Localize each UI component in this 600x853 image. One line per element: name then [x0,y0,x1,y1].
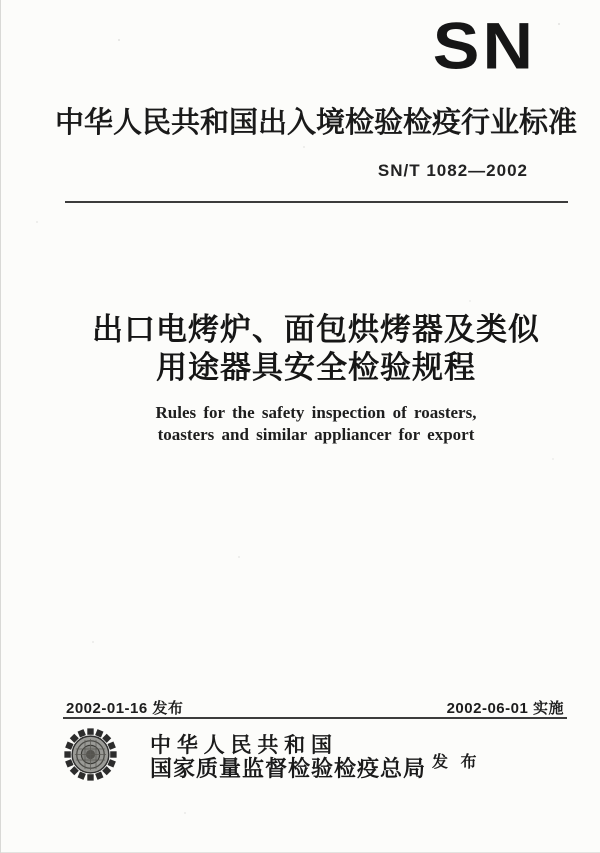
header-divider [65,201,568,203]
sn-logo: SN [432,9,536,83]
national-emblem-seal-icon [63,727,118,782]
issue-date: 2002-01-16 发布 [66,700,184,717]
standard-category-title: 中华人民共和国出入境检验检疫行业标准 [54,107,577,139]
publisher-block [150,735,428,780]
document-title-en-line1: Rules for the safety inspection of roasters, [155,403,477,422]
publish-label: 发 布 [432,754,481,771]
publisher-country: 中 华 人 民 共 和 国 [150,734,333,757]
document-title-en-line2: toasters and similar appliancer for export [157,425,475,444]
standard-number: SN/T 1082—2002 [377,161,528,180]
footer-divider [63,717,567,719]
scan-speckles [0,0,2,2]
document-title-cn [32,311,600,387]
implementation-date: 2002-06-01 实施 [446,700,564,717]
publisher-agency: 国家质量监督检验检疫总局 [150,756,427,781]
document-title-en [32,402,600,446]
document-title-cn-line2: 用途器具安全检验规程 [156,350,476,385]
document-title-cn-line1: 出口电烤炉、面包烘烤器及类似 [92,312,540,347]
date-row [66,697,564,718]
